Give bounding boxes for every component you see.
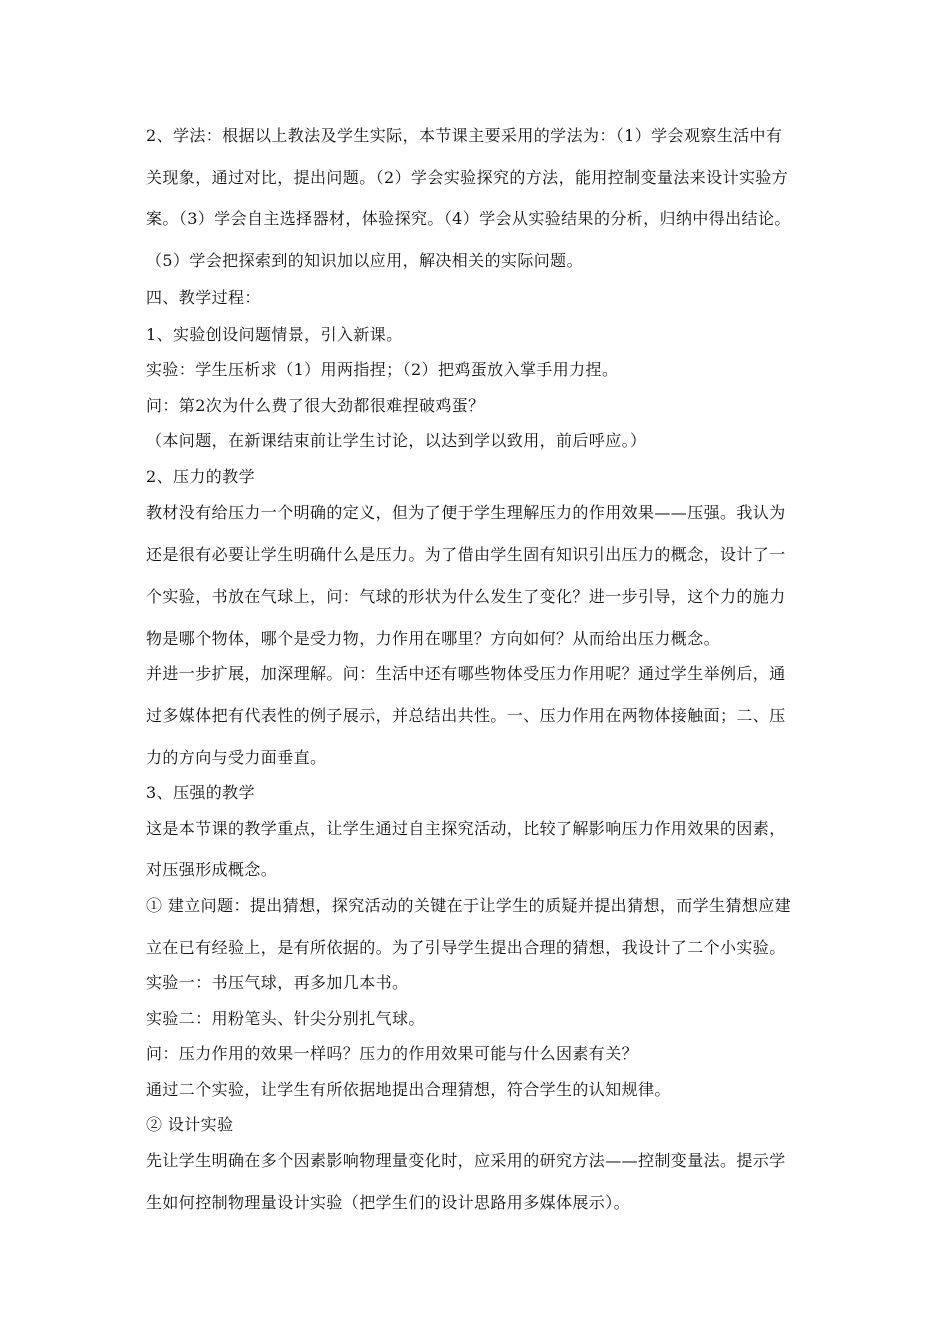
text-line: 还是很有必要让学生明确什么是压力。为了借由学生固有知识引出压力的概念，设计了一: [146, 545, 786, 564]
text-line: （本问题，在新课结束前让学生讨论，以达到学以致用，前后呼应。）: [146, 431, 647, 450]
text-line: ① 建立问题：提出猜想，探究活动的关键在于让学生的质疑并提出猜想，而学生猜想应建: [146, 896, 792, 915]
text-line: 通过二个实验，让学生有所依据地提出合理猜想，符合学生的认知规律。: [146, 1080, 671, 1099]
text-line: 案。（3）学会自主选择器材，体验探究。（4）学会从实验结果的分析，归纳中得出结论。: [146, 209, 791, 228]
text-line: 教材没有给压力一个明确的定义，但为了便于学生理解压力的作用效果——压强。我认为: [146, 503, 786, 522]
text-line: 先让学生明确在多个因素影响物理量变化时，应采用的研究方法——控制变量法。提示学: [146, 1151, 786, 1170]
subsection-heading: 2、压力的教学: [146, 467, 255, 486]
text-line: （5）学会把探索到的知识加以应用，解决相关的实际问题。: [146, 251, 583, 270]
subsection-heading: 3、压强的教学: [146, 783, 255, 802]
text-line: 并进一步扩展，加深理解。问：生活中还有哪些物体受压力作用呢？通过学生举例后，通: [146, 664, 786, 683]
text-line: 对压强形成概念。: [146, 860, 278, 879]
text-line: 立在已有经验上，是有所依据的。为了引导学生提出合理的猜想，我设计了二个小实验。: [146, 938, 786, 957]
text-line: 实验一：书压气球，再多加几本书。: [146, 973, 409, 992]
text-line: 关现象，通过对比，提出问题。（2）学会实验探究的方法，能用控制变量法来设计实验方: [146, 168, 789, 187]
text-line: 这是本节课的教学重点，让学生通过自主探究活动，比较了解影响压力作用效果的因素，: [146, 819, 786, 838]
text-line: 实验：学生压析求（1）用两指捏；（2）把鸡蛋放入掌手用力捏。: [146, 360, 619, 379]
text-line: 个实验，书放在气球上，问：气球的形状为什么发生了变化？进一步引导，这个力的施力: [146, 587, 786, 606]
text-line: 过多媒体把有代表性的例子展示，并总结出共性。一、压力作用在两物体接触面；二、压: [146, 706, 786, 725]
text-line: 生如何控制物理量设计实验（把学生们的设计思路用多媒体展示）。: [146, 1193, 631, 1212]
text-line: 问：第2次为什么费了很大劲都很难捏破鸡蛋？: [146, 396, 485, 415]
text-line: ② 设计实验: [146, 1115, 234, 1134]
section-heading: 四、教学过程：: [146, 288, 261, 307]
subsection-heading: 1、实验创设问题情景，引入新课。: [146, 325, 403, 344]
text-line: 物是哪个物体，哪个是受力物，力作用在哪里？方向如何？从而给出压力概念。: [146, 629, 721, 648]
text-line: 实验二：用粉笔头、针尖分别扎气球。: [146, 1009, 425, 1028]
text-line: 问：压力作用的效果一样吗？压力的作用效果可能与什么因素有关？: [146, 1044, 639, 1063]
text-line: 力的方向与受力面垂直。: [146, 748, 327, 767]
text-line: 2、学法：根据以上教法及学生实际，本节课主要采用的学法为：（1）学会观察生活中有: [146, 126, 783, 145]
